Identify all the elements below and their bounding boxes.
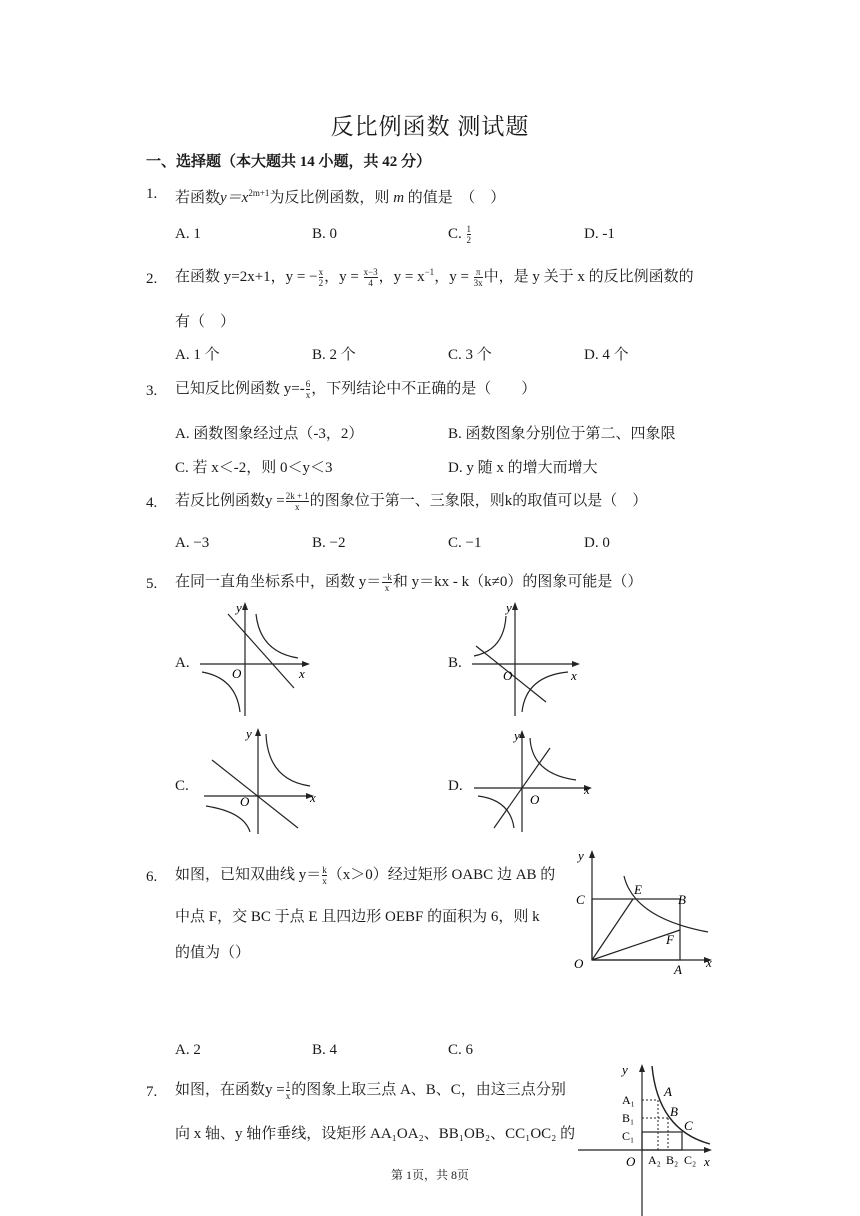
q1-option-b[interactable]: B. 0 bbox=[312, 226, 338, 242]
svg-text:F: F bbox=[666, 932, 674, 947]
q6-number: 6. bbox=[146, 869, 158, 885]
svg-text:O: O bbox=[503, 668, 513, 683]
svg-text:A₁: A₁ bbox=[622, 1093, 635, 1107]
q1-option-c-fraction: $\frac{1}{2}$ bbox=[466, 224, 472, 245]
svg-text:y: y bbox=[236, 600, 242, 615]
svg-text:A: A bbox=[664, 1084, 672, 1099]
q6-option-c[interactable]: C. 6 bbox=[448, 1042, 474, 1058]
svg-text:B: B bbox=[670, 1104, 678, 1119]
q3-option-c[interactable]: C. 若 x＜-2，则 0＜y＜3 bbox=[175, 460, 333, 476]
q5-option-c-label[interactable]: C. bbox=[175, 778, 189, 794]
q2-option-b[interactable]: B. 2 个 bbox=[312, 347, 356, 363]
q3-option-d[interactable]: D. y 随 x 的增大而增大 bbox=[448, 460, 598, 476]
q2-number: 2. bbox=[146, 271, 158, 287]
svg-text:x: x bbox=[299, 666, 305, 681]
svg-text:C: C bbox=[576, 892, 585, 907]
svg-text:x: x bbox=[704, 1154, 710, 1169]
svg-text:B₁: B₁ bbox=[622, 1111, 635, 1125]
q5-graph-b[interactable] bbox=[470, 600, 585, 718]
svg-text:E: E bbox=[634, 882, 642, 897]
svg-text:A₂: A₂ bbox=[648, 1153, 661, 1167]
q5-graph-d[interactable] bbox=[470, 726, 595, 836]
svg-text:O: O bbox=[232, 666, 242, 681]
q4-option-d[interactable]: D. 0 bbox=[584, 535, 610, 551]
svg-text:O: O bbox=[240, 794, 250, 809]
q5-graph-c[interactable] bbox=[200, 724, 325, 836]
q7-stem-line1: 如图，在函数y = $\frac{1}{x}$ 的图象上取三点 A、B、C，由这三点分别 bbox=[175, 1080, 566, 1102]
svg-text:O: O bbox=[530, 792, 540, 807]
q4-stem: 若反比例函数y = $\frac{2k + 1}{x}$ 的图象位于第一、三象限，则k的取值可以是（ ） bbox=[175, 491, 648, 513]
q1-number: 1. bbox=[146, 186, 158, 202]
q6-option-b[interactable]: B. 4 bbox=[312, 1042, 338, 1058]
q5-option-d-label[interactable]: D. bbox=[448, 778, 463, 794]
svg-text:y: y bbox=[622, 1062, 628, 1077]
q5-number: 5. bbox=[146, 576, 158, 592]
svg-text:C: C bbox=[684, 1118, 693, 1133]
q2-stem-line1: 在函数 y=2x+1，y = − $\frac{x}{2}$ ，y = $\frac{x-3}{4}$ ，$y = x^{-1}$，y = $\frac{\pi}{3x}$ 中，是 y 关于 x 的反比例函数的 bbox=[175, 267, 694, 289]
svg-text:y: y bbox=[578, 848, 584, 863]
section-heading: 一、选择题（本大题共 14 小题，共 42 分） bbox=[146, 154, 432, 170]
svg-text:x: x bbox=[584, 782, 590, 797]
q7-figure bbox=[578, 1060, 728, 1216]
q1-option-c[interactable]: C. $\frac{1}{2}$ bbox=[448, 224, 472, 245]
q5-stem: 在同一直角坐标系中，函数 y＝ $\frac{-k}{x}$ 和 y＝kx - k（k≠0）的图象可能是（） bbox=[175, 572, 643, 594]
svg-text:A: A bbox=[674, 962, 682, 977]
svg-text:O: O bbox=[574, 956, 584, 971]
q3-stem: 已知反比例函数 y=- $\frac{6}{x}$ ，下列结论中不正确的是（ ） bbox=[175, 379, 537, 401]
q7-stem-line2: 向 x 轴、y 轴作垂线，设矩形 AA₁OA₂、BB₁OB₂、CC₁OC₂ 的 bbox=[175, 1126, 576, 1142]
svg-text:B: B bbox=[678, 892, 686, 907]
svg-text:C₂: C₂ bbox=[684, 1153, 697, 1167]
svg-text:C₁: C₁ bbox=[622, 1129, 635, 1143]
q4-option-a[interactable]: A. −3 bbox=[175, 535, 210, 551]
svg-text:y: y bbox=[506, 600, 512, 615]
svg-text:x: x bbox=[310, 790, 316, 805]
q5-option-a-label[interactable]: A. bbox=[175, 655, 190, 671]
q3-number: 3. bbox=[146, 383, 158, 399]
q3-option-b[interactable]: B. 函数图象分别位于第二、四象限 bbox=[448, 426, 676, 442]
q6-option-a[interactable]: A. 2 bbox=[175, 1042, 201, 1058]
q5-graph-a[interactable] bbox=[198, 600, 313, 718]
q5-option-b-label[interactable]: B. bbox=[448, 655, 462, 671]
q3-option-a[interactable]: A. 函数图象经过点（-3，2） bbox=[175, 426, 364, 442]
q7-number: 7. bbox=[146, 1084, 158, 1100]
q2-option-a[interactable]: A. 1 个 bbox=[175, 347, 220, 363]
q2-option-c[interactable]: C. 3 个 bbox=[448, 347, 492, 363]
q6-stem-line2: 中点 F，交 BC 于点 E 且四边形 OEBF 的面积为 6，则 k bbox=[175, 909, 540, 925]
svg-text:y: y bbox=[514, 728, 520, 743]
q4-number: 4. bbox=[146, 495, 158, 511]
q2-stem-line2: 有（ ） bbox=[175, 314, 236, 330]
svg-text:O: O bbox=[626, 1154, 636, 1169]
q6-figure bbox=[566, 846, 726, 978]
q1-option-d[interactable]: D. -1 bbox=[584, 226, 615, 242]
q4-option-c[interactable]: C. −1 bbox=[448, 535, 482, 551]
page-title: 反比例函数 测试题 bbox=[330, 114, 530, 139]
svg-text:x: x bbox=[571, 668, 577, 683]
q4-option-b[interactable]: B. −2 bbox=[312, 535, 346, 551]
q1-stem: 若函数$y=x^{2m+1}$为反比例函数，则 m 的值是 （ ） bbox=[175, 188, 506, 206]
svg-text:y: y bbox=[246, 726, 252, 741]
page-footer: 第 1页，共 8页 bbox=[390, 1168, 469, 1182]
q2-option-d[interactable]: D. 4 个 bbox=[584, 347, 629, 363]
q6-stem-line1: 如图，已知双曲线 y＝ $\frac{k}{x}$ （x＞0）经过矩形 OABC 边 AB 的 bbox=[175, 865, 556, 887]
q6-stem-line3: 的值为（） bbox=[175, 945, 251, 961]
svg-text:x: x bbox=[706, 955, 712, 970]
q1-option-a[interactable]: A. 1 bbox=[175, 226, 201, 242]
svg-text:B₂: B₂ bbox=[666, 1153, 679, 1167]
